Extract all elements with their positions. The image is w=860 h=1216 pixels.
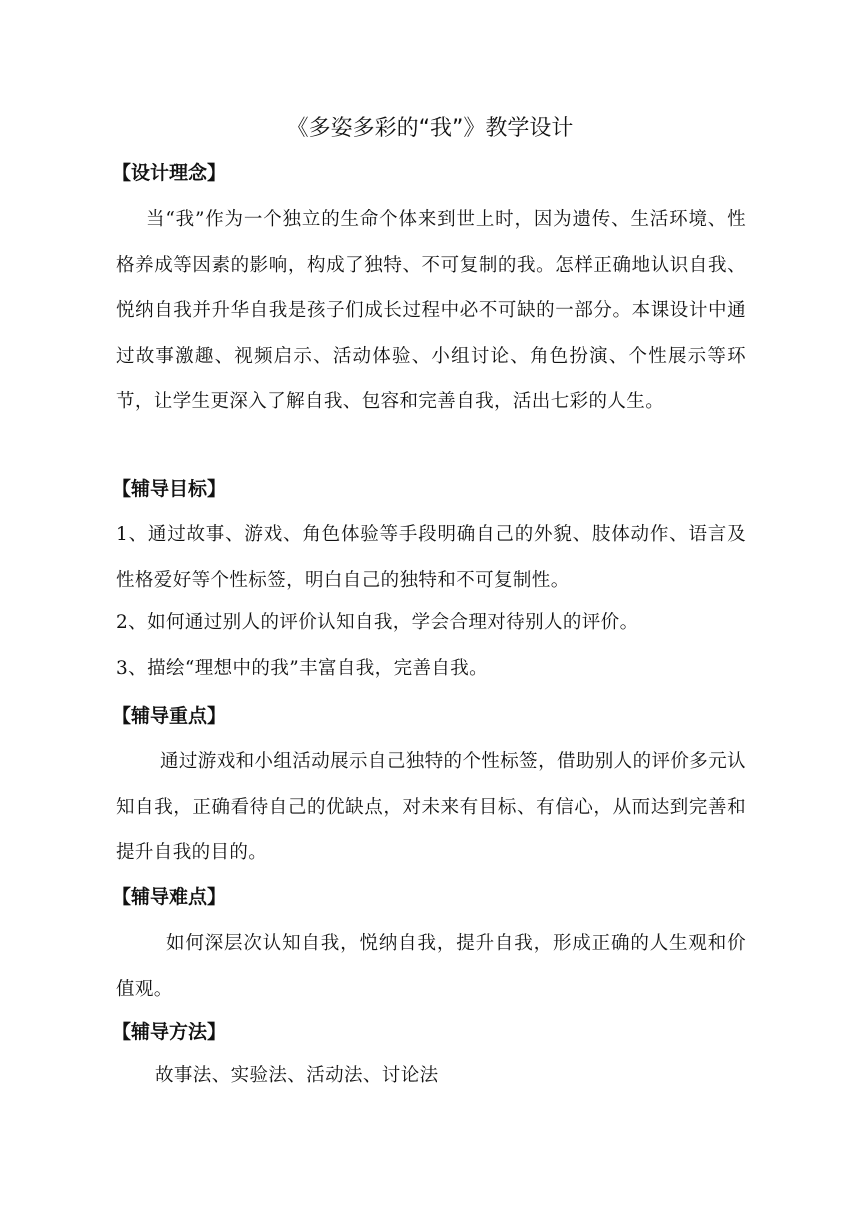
- goal-item-3: 3、描绘“理想中的我”丰富自我，完善自我。: [116, 658, 489, 679]
- document-title: 《多姿多彩的“我”》教学设计: [286, 116, 574, 141]
- goal-item-2: 2、如何通过别人的评价认知自我，学会合理对待别人的评价。: [116, 612, 639, 633]
- paragraph-methods: 故事法、实验法、活动法、讨论法: [155, 1065, 439, 1086]
- paragraph-key-points: 通过游戏和小组活动展示自己独特的个性标签，借助别人的评价多元认知自我，正确看待自己的优缺点，对未来有目标、有信心，从而达到完善和提升自我的目的。: [116, 751, 746, 863]
- heading-key-points: 【辅导重点】: [112, 705, 227, 727]
- heading-goals: 【辅导目标】: [112, 478, 227, 500]
- heading-design-concept: 【设计理念】: [112, 162, 227, 184]
- heading-methods: 【辅导方法】: [112, 1021, 227, 1043]
- heading-difficulties: 【辅导难点】: [112, 886, 227, 908]
- paragraph-difficulties: 如何深层次认知自我，悦纳自我，提升自我，形成正确的人生观和价值观。: [116, 933, 746, 1000]
- goal-item-1: 1、通过故事、游戏、角色体验等手段明确自己的外貌、肢体动作、语言及性格爱好等个性标签，明白自己的独特和不可复制性。: [116, 524, 746, 591]
- paragraph-design-concept: 当“我”作为一个独立的生命个体来到世上时，因为遗传、生活环境、性格养成等因素的影响，构成了独特、不可复制的我。怎样正确地认识自我、悦纳自我并升华自我是孩子们成长过程中必不可缺的一部分。本课设计中通过故事激趣、视频启示、活动体验、小组讨论、角色扮演、个性展示等环节，让学生更深入了解自我、包容和完善自我，活出七彩的人生。: [116, 209, 746, 412]
